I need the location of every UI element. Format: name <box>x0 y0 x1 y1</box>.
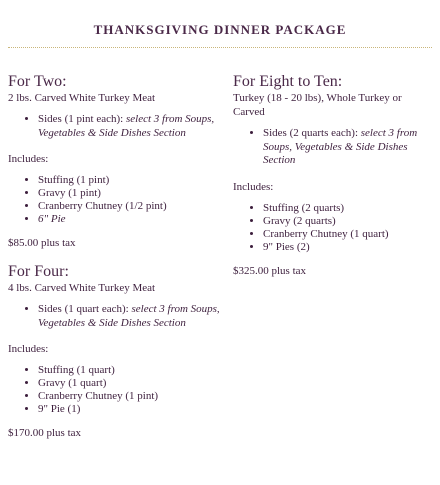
package-price: $170.00 plus tax <box>8 427 82 439</box>
package-for-eight-to-ten <box>233 72 433 278</box>
includes-list <box>233 202 433 254</box>
includes-item: • Gravy (1 pint) <box>38 187 223 200</box>
package-heading: For Four: <box>8 263 69 280</box>
sides-quantity: Sides (1 pint each): <box>38 113 126 125</box>
includes-item: • Stuffing (1 pint) <box>38 174 223 187</box>
includes-item: • 9" Pie (1) <box>38 403 223 416</box>
package-for-four <box>8 262 223 440</box>
sides-quantity: Sides (1 quart each): <box>38 303 132 315</box>
sides-list <box>8 303 223 330</box>
sides-detail: select 3 from Soups, Vegetables & Side Dishes Section <box>263 127 418 166</box>
sides-detail: select 3 from Soups, Vegetables & Side Dishes Section <box>38 113 215 139</box>
includes-label: Includes: <box>8 153 49 165</box>
includes-item-pie: 6" Pie <box>38 213 66 225</box>
package-heading: For Eight to Ten: <box>233 73 343 90</box>
package-price: $325.00 plus tax <box>233 264 307 277</box>
includes-item: • Stuffing (2 quarts) <box>263 202 433 215</box>
package-meat: 2 lbs. Carved White Turkey Meat <box>8 92 156 104</box>
sides-quantity: Sides (2 quarts each): <box>263 127 361 139</box>
includes-list <box>8 174 223 226</box>
package-price: $85.00 plus tax <box>8 237 76 249</box>
sides-list <box>8 113 223 140</box>
includes-item: • Cranberry Chutney (1/2 pint) <box>38 200 223 213</box>
includes-item <box>38 213 223 226</box>
package-meat: Turkey (18 - 20 lbs), Whole Turkey or Carved <box>233 92 402 118</box>
includes-item: • Gravy (1 quart) <box>38 377 223 390</box>
package-heading: For Two: <box>8 73 67 90</box>
page-title: THANKSGIVING DINNER PACKAGE <box>93 22 347 37</box>
includes-label: Includes: <box>8 343 49 355</box>
includes-item: • 9" Pies (2) <box>263 241 433 254</box>
header-divider <box>8 47 432 48</box>
sides-list <box>233 127 433 168</box>
includes-list <box>8 364 223 416</box>
package-meat: 4 lbs. Carved White Turkey Meat <box>8 282 156 294</box>
includes-item: • Stuffing (1 quart) <box>38 364 223 377</box>
sides-item <box>263 127 433 168</box>
right-column <box>233 72 433 290</box>
includes-item: • Cranberry Chutney (1 pint) <box>38 390 223 403</box>
left-column <box>8 72 223 452</box>
sides-detail: select 3 from Soups, Vegetables & Side Dishes Section <box>38 303 220 329</box>
includes-label: Includes: <box>233 180 274 193</box>
sides-item <box>38 113 223 140</box>
includes-item: • Gravy (2 quarts) <box>263 215 433 228</box>
sides-item <box>38 303 223 330</box>
includes-item: • Cranberry Chutney (1 quart) <box>263 228 433 241</box>
package-for-two <box>8 72 223 250</box>
